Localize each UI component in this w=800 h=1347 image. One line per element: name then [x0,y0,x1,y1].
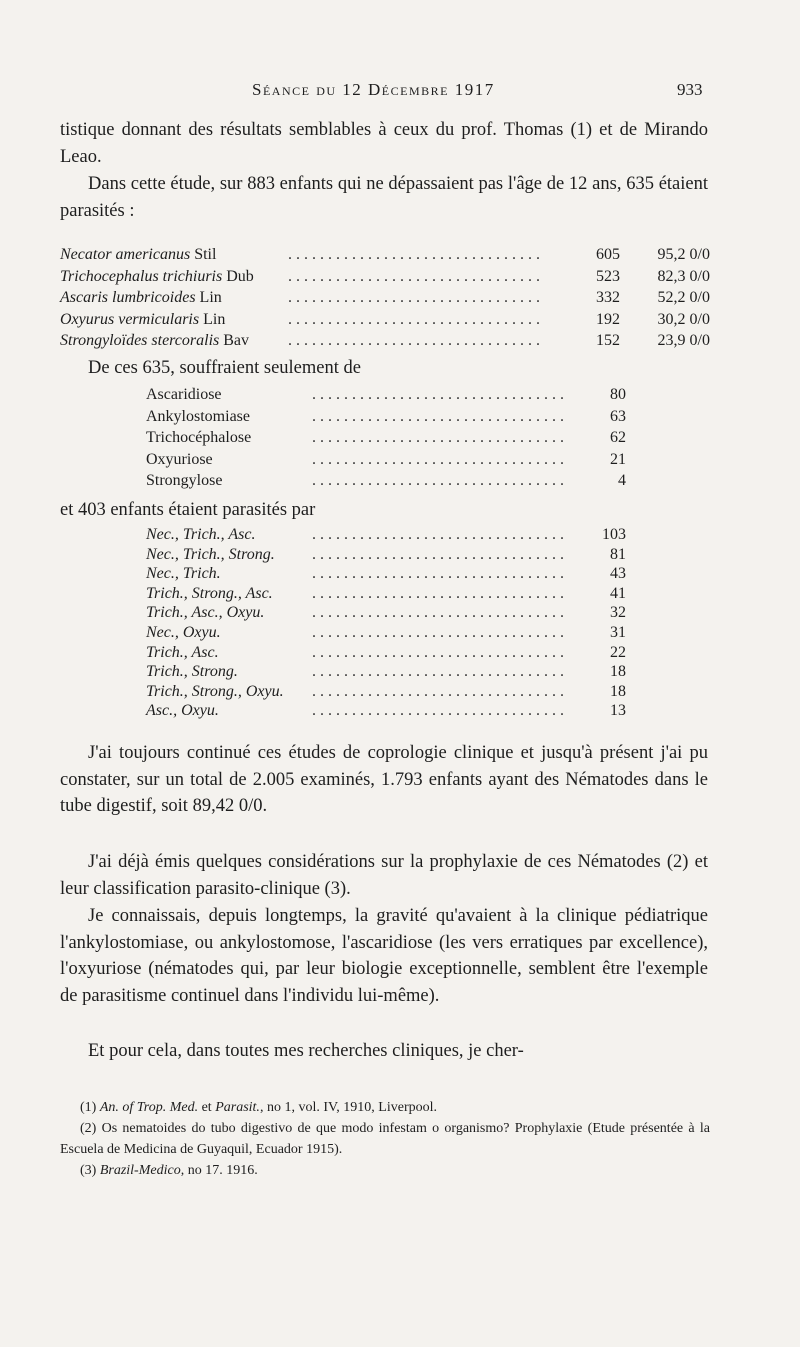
species-count: 332 [596,289,620,306]
combination-count: 41 [610,584,626,602]
table-row [146,565,626,585]
paragraph-gravity: Je connaissais, depuis longtemps, la gravité qu'avaient à la clinique pédiatrique l'ankylostomiase, ou ankylostomose, l'ascaridiose (les vers erratiques par excellence), l'oxyuriose (nématodes qui, par leur biologie exceptionnelle, semblent être l'exemple de parasitisme continuel dans l'individu lui-même). [60,906,708,1006]
combination-count: 43 [610,565,626,583]
footnote-1-journal-2: Parasit. [215,1100,260,1115]
species-count: 192 [596,310,620,328]
species-latin: Oxyurus vermicularis [60,310,200,328]
disease-count: 21 [610,450,626,468]
leader-dots: . . . . . . . . . . . . . . . . . . . . . . . . . . . . . . . . [312,429,564,446]
species-author: Stil [194,246,217,263]
disease-name: Ankylostomiase [146,407,250,425]
table-row [146,408,626,430]
leader-dots: . . . . . . . . . . . . . . . . . . . . . . . . . . . . . . . . [312,702,564,720]
combination-count: 103 [602,526,626,543]
combination-count: 18 [610,663,626,681]
leader-dots: . . . . . . . . . . . . . . . . . . . . . . . . . . . . . . . . [312,386,564,403]
combination-name: Trich., Strong. [146,663,238,681]
table-row [146,644,626,664]
species-latin: Trichocephalus trichiuris [60,267,223,285]
table-row [146,585,626,605]
species-percent: 95,2 0/0 [657,246,710,263]
combination-name: Trich., Strong., Oxyu. [146,682,284,700]
paragraph-study: Dans cette étude, sur 883 enfants qui ne dépassaient pas l'âge de 12 ans, 635 étaient parasités : [60,174,708,221]
species-latin: Necator americanus [60,246,191,263]
species-latin: Strongyloïdes stercoralis [60,332,220,349]
species-author: Dub [226,267,254,285]
leader-dots: . . . . . . . . . . . . . . . . . . . . . . . . . . . . . . . . [312,584,564,602]
leader-dots: . . . . . . . . . . . . . . . . . . . . . . . . . . . . . . . . [288,289,540,306]
table-row [146,624,626,644]
leader-dots: . . . . . . . . . . . . . . . . . . . . . . . . . . . . . . . . [312,565,564,583]
disease-count: 80 [610,386,626,403]
combination-name: Nec., Trich., Strong. [146,545,275,563]
combination-count: 32 [610,604,626,622]
paragraph-research: Et pour cela, dans toutes mes recherches cliniques, je cher- [88,1041,524,1061]
running-header [0,80,800,110]
species-name [60,332,249,350]
disease-name: Strongylose [146,472,223,489]
table-row [146,386,626,408]
paragraph-coprology: J'ai toujours continué ces études de coprologie clinique et jusqu'à présent j'ai pu constater, sur un total de 2.005 examinés, 1.793 enfants ayant des Nématodes dans le tube digestif, soit 89,42 0/0. [60,743,708,816]
disease-count: 4 [618,472,626,489]
disease-table [146,386,626,494]
species-count: 523 [596,267,620,285]
leader-dots: . . . . . . . . . . . . . . . . . . . . . . . . . . . . . . . . [312,472,564,489]
parasite-table [60,246,710,354]
table-row [60,246,710,268]
table-row [146,604,626,624]
species-author: Lin [199,289,222,306]
combination-name: Nec., Trich., Asc. [146,526,256,543]
table-row [60,311,710,333]
species-count: 605 [596,246,620,263]
disease-name: Trichocéphalose [146,429,252,446]
leader-dots: . . . . . . . . . . . . . . . . . . . . . . . . . . . . . . . . [312,604,564,622]
species-author: Lin [203,310,226,328]
table-row [146,451,626,473]
species-percent: 23,9 0/0 [657,332,710,349]
combination-count: 13 [610,702,626,720]
table-row [146,526,626,546]
footnote-1-journal: An. of Trop. Med. [99,1100,199,1115]
table-row [146,472,626,494]
footnote-3-journal: Brazil-Medico [99,1163,181,1178]
table-row [146,702,626,722]
paragraph-prophylaxis: J'ai déjà émis quelques considérations sur la prophylaxie de ces Nématodes (2) et leur classification parasito-clinique (3). [60,852,708,899]
combination-name: Nec., Oxyu. [146,623,221,641]
leader-dots: . . . . . . . . . . . . . . . . . . . . . . . . . . . . . . . . [312,643,564,661]
leader-dots: . . . . . . . . . . . . . . . . . . . . . . . . . . . . . . . . [288,310,540,328]
combination-name: Trich., Asc. [146,643,219,661]
combination-count: 22 [610,643,626,661]
leader-dots: . . . . . . . . . . . . . . . . . . . . . . . . . . . . . . . . [288,332,540,349]
running-title: Séance du 12 Décembre 1917 [252,80,495,99]
table-row [60,332,710,354]
combination-name: Nec., Trich. [146,565,221,583]
combination-name: Asc., Oxyu. [146,702,219,720]
leader-dots: . . . . . . . . . . . . . . . . . . . . . . . . . . . . . . . . [288,246,540,263]
combination-count: 81 [610,545,626,563]
combination-count: 18 [610,682,626,700]
leader-dots: . . . . . . . . . . . . . . . . . . . . . . . . . . . . . . . . [312,545,564,563]
combination-table [146,526,626,722]
table-row [146,663,626,683]
species-name [60,289,222,307]
species-name [60,311,225,329]
species-author: Bav [223,332,250,349]
table-row [146,546,626,566]
combination-name: Trich., Strong., Asc. [146,584,273,602]
paragraph-combinations: et 403 enfants étaient parasités par [60,500,316,520]
table-row [60,289,710,311]
combination-count: 31 [610,623,626,641]
disease-name: Ascaridiose [146,386,222,403]
species-percent: 82,3 0/0 [657,267,710,285]
leader-dots: . . . . . . . . . . . . . . . . . . . . . . . . . . . . . . . . [312,682,564,700]
paragraph-suffering: De ces 635, souffraient seulement de [88,358,361,378]
footnote-2: (2) Os nematoides do tubo digestivo de que modo infestam o organismo? Prophylaxie (Etude présentée à la Escuela de Medicina de Guyaquil, Ecuador 1915). [60,1121,710,1157]
species-count: 152 [596,332,620,349]
table-row [60,268,710,290]
leader-dots: . . . . . . . . . . . . . . . . . . . . . . . . . . . . . . . . [312,663,564,681]
paragraph-intro: tistique donnant des résultats semblables à ceux du prof. Thomas (1) et de Mirando Leao. [60,120,708,167]
disease-name: Oxyuriose [146,450,213,468]
leader-dots: . . . . . . . . . . . . . . . . . . . . . . . . . . . . . . . . [312,623,564,641]
footnotes [60,1097,710,1181]
species-percent: 30,2 0/0 [657,310,710,328]
page-number: 933 [677,80,703,99]
species-percent: 52,2 0/0 [657,289,710,306]
table-row [146,683,626,703]
species-name [60,268,254,286]
leader-dots: . . . . . . . . . . . . . . . . . . . . . . . . . . . . . . . . [288,267,540,285]
species-latin: Ascaris lumbricoides [60,289,196,306]
leader-dots: . . . . . . . . . . . . . . . . . . . . . . . . . . . . . . . . [312,526,564,543]
disease-count: 62 [610,429,626,446]
combination-name: Trich., Asc., Oxyu. [146,604,265,622]
disease-count: 63 [610,407,626,425]
leader-dots: . . . . . . . . . . . . . . . . . . . . . . . . . . . . . . . . [312,450,564,468]
table-row [146,429,626,451]
leader-dots: . . . . . . . . . . . . . . . . . . . . . . . . . . . . . . . . [312,407,564,425]
species-name [60,246,216,264]
footnote-1: (1) An. of Trop. Med. et Parasit., no 1, vol. IV, 1910, Liverpool. [80,1100,438,1115]
footnote-3: (3) Brazil-Medico, no 17. 1916. [80,1163,258,1178]
